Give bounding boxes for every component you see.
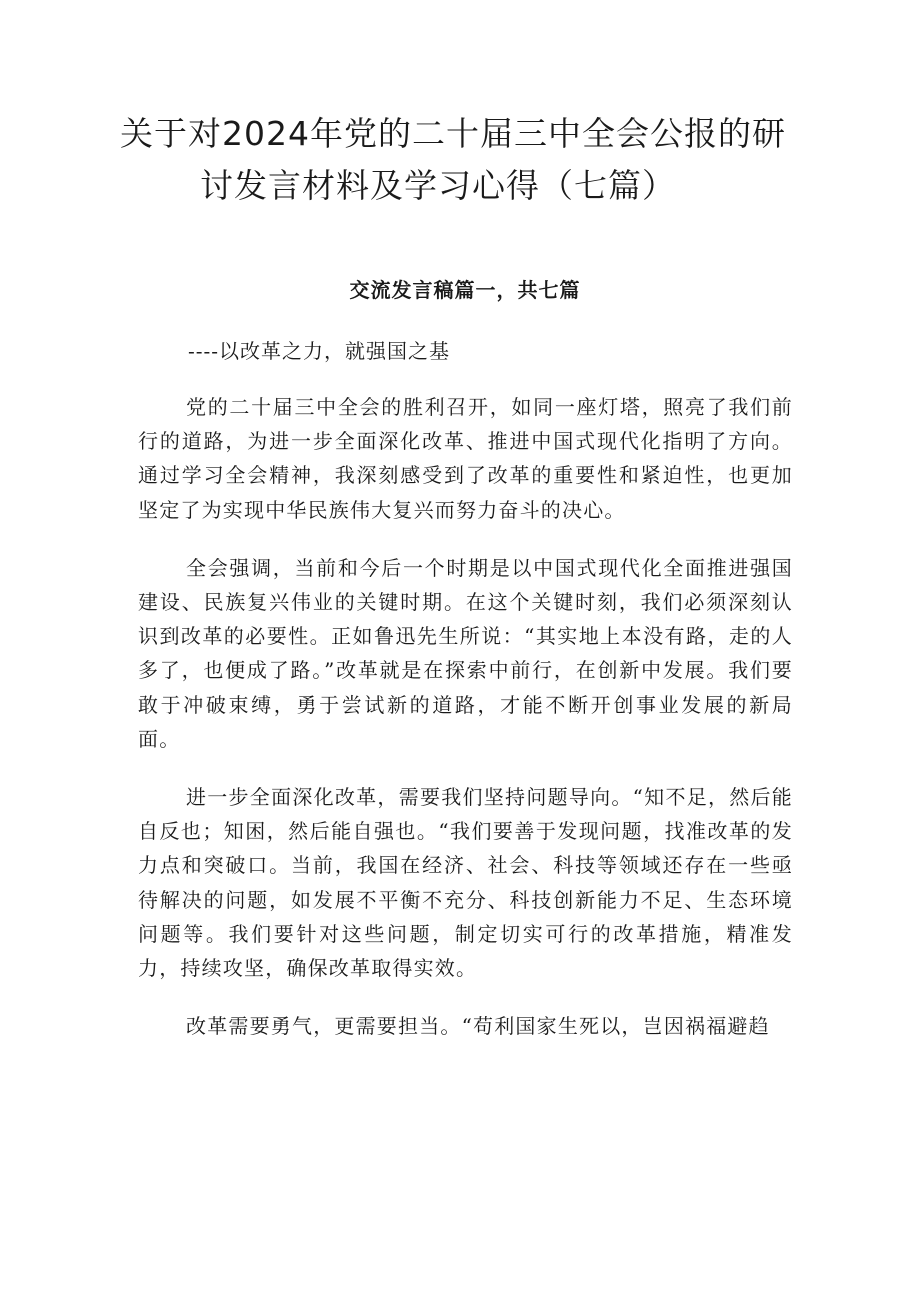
paragraph: 改革需要勇气，更需要担当。“苟利国家生死以，岂因祸福避趋 [186, 1014, 770, 1039]
section-subtitle: ----以改革之力，就强国之基 [188, 339, 451, 363]
title-line-2: 讨发言材料及学习心得（七篇） [200, 166, 676, 205]
document-title [120, 108, 800, 212]
body-text [138, 390, 793, 1067]
title-line-1: 关于对2024年党的二十届三中全会公报的研 [120, 114, 786, 153]
section-heading: 交流发言稿篇一，共七篇 [349, 278, 581, 302]
paragraph: 党的二十届三中全会的胜利召开，如同一座灯塔，照亮了我们前行的道路，为进一步全面深化改革、推进中国式现代化指明了方向。通过学习全会精神，我深刻感受到了改革的重要性和紧迫性，也更加坚定了为实现中华民族伟大复兴而努力奋斗的决心。 [138, 395, 793, 522]
paragraph: 进一步全面深化改革，需要我们坚持问题导向。“知不足，然后能自反也；知困，然后能自强也。“我们要善于发现问题，找准改革的发力点和突破口。当前，我国在经济、社会、科技等领域还存在一些亟待解决的问题，如发展不平衡不充分、科技创新能力不足、生态环境问题等。我们要针对这些问题，制定切实可行的改革措施，精准发力，持续攻坚，确保改革取得实效。 [138, 785, 793, 981]
paragraph: 全会强调，当前和今后一个时期是以中国式现代化全面推进强国建设、民族复兴伟业的关键时期。在这个关键时刻，我们必须深刻认识到改革的必要性。正如鲁迅先生所说：“其实地上本没有路，走的人多了，也便成了路。”改革就是在探索中前行，在创新中发展。我们要敢于冲破束缚，勇于尝试新的道路，才能不断开创事业发展的新局面。 [138, 555, 793, 751]
